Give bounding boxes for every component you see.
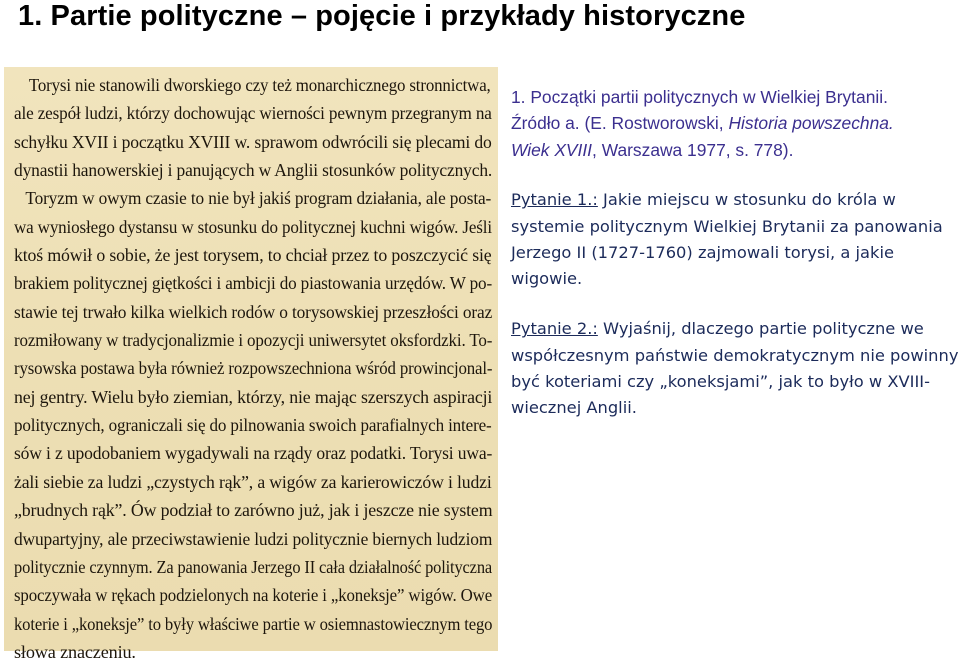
scan-line: wa wyniosłego dystansu w stosunku do politycznej kuchni wigów. Jeśli bbox=[14, 216, 492, 237]
question-text: Wyjaśnij, dlaczego partie polityczne we współczesnym państwie demokratycznym nie powinny być koteriami czy „koneksjami”, jak to było w XVIII-wiecznej Anglii. bbox=[511, 319, 959, 418]
question-text: Jakie miejscu w stosunku do króla w systemie politycznym Wielkiej Brytanii za panowania Jerzego II (1727-1760) zajmowali torysi, a jakie wigowie. bbox=[511, 190, 943, 289]
scan-line: brakiem politycznej giętkości i ambicji do piastowania urzędów. W po- bbox=[14, 273, 493, 294]
scan-line: sów i z upodobaniem wygadywali na rządy oraz podatki. Torysi uwa- bbox=[14, 443, 493, 464]
scan-line: dwupartyjny, ale przeciwstawienie ludzi politycznie biernych ludziom bbox=[14, 528, 493, 549]
scan-line: słowa znaczeniu. bbox=[14, 641, 136, 662]
question-label: Pytanie 2.: bbox=[511, 319, 598, 339]
scan-line: stawie tej trwało kilka wielkich rodów o torysowskiej przeszłości oraz bbox=[14, 301, 493, 322]
scan-line: Toryzm w owym czasie to nie był jakiś program działania, ale posta- bbox=[25, 188, 492, 209]
scan-line: dynastii hanowerskiej i panujących w Anglii stosunków politycznych. bbox=[14, 160, 493, 181]
scan-line: koterie i „koneksje” to były właściwe partie w osiemnastowiecznym tego bbox=[14, 613, 493, 634]
question-label: Pytanie 1.: bbox=[511, 190, 598, 210]
source-book-subtitle: Wiek XVIII bbox=[511, 139, 593, 160]
question-2 bbox=[511, 316, 959, 421]
content-panel bbox=[511, 84, 959, 422]
scan-line: nej gentry. Wielu było ziemian, którzy, nie mając szerszych aspiracji bbox=[14, 386, 493, 407]
scanned-source-text-image bbox=[4, 67, 498, 662]
scan-line: „brudnych rąk”. Ów podział to zarówno już, jak i jeszcze nie system bbox=[14, 500, 493, 521]
page-title: 1. Partie polityczne – pojęcie i przykłady historyczne bbox=[18, 0, 746, 32]
source-citation bbox=[511, 84, 959, 163]
source-publication-info: , Warszawa 1977, s. 778). bbox=[592, 139, 794, 160]
scan-line: politycznie czynnym. Za panowania Jerzego II cała działalność polityczna bbox=[14, 556, 493, 577]
scan-line: ale zespół ludzi, którzy dochowując wierności pewnym przegranym na bbox=[14, 103, 492, 124]
scan-line: żali siebie za ludzi „czystych rąk”, a wigów za karierowiczów i ludzi bbox=[14, 471, 492, 492]
scan-line: Torysi nie stanowili dworskiego czy też monarchicznego stronnictwa, bbox=[28, 75, 491, 95]
scan-line: rozmiłowany w tradycjonalizmie i opozycji uniwersytet oksfordzki. To- bbox=[14, 330, 493, 351]
source-reference bbox=[511, 110, 959, 163]
source-book-title: Historia powszechna. bbox=[728, 113, 894, 134]
question-1 bbox=[511, 187, 959, 292]
scan-line: schyłku XVII i początku XVIII w. sprawom odwrócili się plecami do bbox=[14, 131, 492, 152]
scan-line: politycznych, ograniczali się do pilnowania swoich parafialnych intere- bbox=[14, 415, 492, 436]
source-heading: 1. Początki partii politycznych w Wielkiej Brytanii. bbox=[511, 87, 888, 107]
source-reference-text: Źródło a. (E. Rostworowski, bbox=[511, 113, 729, 134]
scan-line: rysowska postawa była również rozpowszechniona wśród prowincjonal- bbox=[14, 358, 493, 379]
scan-line: ktoś mówił o sobie, że jest torysem, to chciał przez to poszczycić się bbox=[14, 245, 492, 266]
scan-line: spoczywała w rękach podzielonych na koterie i „koneksje” wigów. Owe bbox=[14, 585, 493, 606]
scanned-text-block bbox=[14, 71, 492, 666]
